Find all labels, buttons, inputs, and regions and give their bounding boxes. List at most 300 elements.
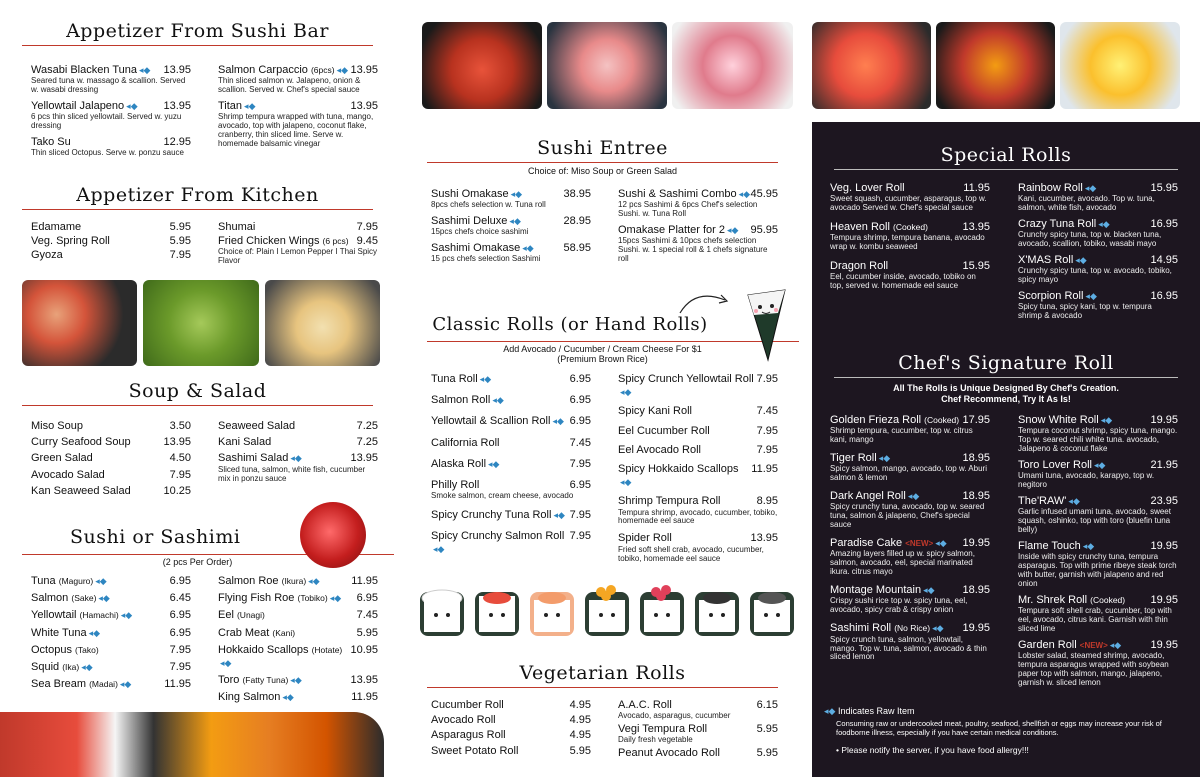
divider [22, 45, 373, 46]
menu-item [31, 609, 191, 622]
sushi-2 [475, 592, 519, 636]
fish-icon: ◂◆ [138, 65, 151, 75]
menu-item-row [31, 221, 191, 234]
menu-item [1018, 414, 1178, 454]
menu-item [31, 592, 191, 605]
menu-item [31, 249, 191, 262]
menu-item-price: 7.45 [756, 405, 778, 418]
menu-item-price: 19.95 [962, 622, 990, 635]
roll-photo-2 [547, 22, 667, 109]
menu-item-name: Veg. Lover Roll [830, 182, 905, 194]
cute-sushi-illustration [415, 582, 800, 642]
menu-item-name-wrap [618, 532, 672, 545]
menu-item-row [218, 674, 378, 687]
menu-item-name: Peanut Avocado Roll [618, 747, 720, 760]
roll-photo-4 [812, 22, 931, 109]
menu-item-name: White Tuna [31, 626, 87, 639]
fish-icon: ◂◆ [1075, 255, 1087, 266]
menu-item-price: 13.95 [163, 64, 191, 76]
menu-item-row [218, 436, 378, 449]
menu-item [830, 221, 990, 252]
menu-item-name-wrap [31, 235, 110, 248]
divider [427, 687, 778, 688]
menu-item-name: Eel Cucumber Roll [618, 424, 710, 437]
menu-item-name: Hokkaido Scallops [218, 643, 309, 656]
menu-item [431, 509, 591, 522]
menu-item-price: 6.95 [569, 394, 591, 407]
menu-item-price: 19.95 [1150, 639, 1178, 652]
menu-item-name: Spicy Crunch Yellowtail Roll [618, 373, 754, 385]
menu-item-desc: Choice of: Plain I Lemon Pepper I Thai Spicy Flavor [218, 247, 378, 266]
menu-item-name-wrap [830, 622, 944, 635]
menu-item-name: Toro Lover Roll [1018, 459, 1092, 472]
section-header [405, 137, 800, 163]
menu-item-name: X'MAS Roll [1018, 254, 1074, 267]
fish-icon: ◂◆ [522, 243, 534, 254]
gyoza-photo [265, 280, 380, 366]
menu-item [31, 469, 191, 482]
menu-item-price: 58.95 [563, 242, 591, 255]
menu-item-name-wrap [31, 592, 110, 605]
menu-item-name: Yellowtail & Scallion Roll [431, 415, 551, 428]
menu-item-row [218, 420, 378, 433]
menu-item-price: 5.95 [169, 221, 191, 233]
menu-item-name: Salmon Roll [431, 394, 491, 407]
menu-item [431, 373, 591, 386]
menu-item [218, 452, 378, 483]
menu-item [31, 452, 191, 465]
menu-item-qty: (Tako) [75, 644, 99, 655]
appetizer-kitchen-right [218, 221, 378, 267]
menu-item-name: Scorpion Roll [1018, 290, 1084, 303]
menu-item-name: A.A.C. Roll [618, 699, 672, 711]
sushi-sashimi-right [218, 575, 378, 709]
menu-item-name: Dark Angel Roll [830, 490, 906, 503]
menu-item-name-wrap [218, 691, 294, 704]
veg-rolls-left [431, 699, 591, 760]
sushi-6 [695, 592, 739, 636]
menu-item-qty: (Tobiko) [297, 593, 328, 604]
menu-item [830, 584, 990, 615]
menu-item-price: 7.95 [169, 249, 191, 262]
menu-item [1018, 639, 1178, 688]
menu-item [31, 64, 191, 95]
roll-photo-1 [422, 22, 542, 109]
menu-item-name: Montage Mountain [830, 584, 922, 597]
fish-icon: ◂◆ [738, 189, 751, 199]
menu-item-desc: Fried soft shell crab, avocado, cucumber, tobiko, homemade eel sauce [618, 544, 764, 563]
soup-salad-left [31, 420, 191, 501]
divider [22, 405, 373, 406]
menu-item-name-wrap [31, 575, 107, 588]
nigiri-photo [0, 712, 384, 777]
menu-item-name-wrap [431, 729, 506, 742]
menu-item-qty: (Unagi) [236, 610, 265, 621]
menu-item-name: Philly Roll [431, 478, 480, 491]
menu-item-price: 5.95 [756, 723, 778, 736]
menu-item-price: 13.95 [750, 532, 778, 545]
menu-item-row [618, 425, 778, 438]
menu-item-name: The'RAW' [1018, 495, 1067, 508]
menu-item-desc: Crunchy spicy tuna, top w. blacken tuna, avocado, scallion, tobiko, wasabi mayo [1018, 230, 1162, 249]
menu-item-price: 21.95 [1150, 459, 1178, 472]
menu-item-name-wrap [431, 745, 518, 758]
menu-item-price: 5.95 [356, 626, 378, 639]
sushi-entree-right [618, 188, 778, 269]
menu-item-desc: Avocado, asparagus, cucumber [618, 711, 731, 721]
menu-item-qty: (Hotate) [311, 644, 343, 655]
fish-icon: ◂◆ [290, 453, 302, 464]
menu-item-name: Shrimp Tempura Roll [618, 495, 721, 508]
menu-item-row [31, 235, 191, 248]
menu-item-desc: Kani, cucumber, avocado. Top w. tuna, salmon, white fish, avocado [1018, 194, 1155, 213]
menu-item-name: Sea Bream [31, 678, 87, 691]
new-badge: <NEW> [1079, 641, 1108, 651]
menu-item-desc: Amazing layers filled up w. spicy salmon, salmon, avocado, eel, special marinated ikura. citrus mayo [830, 549, 975, 577]
menu-item-name: Fried Chicken Wings [218, 235, 320, 248]
menu-item-price: 6.95 [569, 373, 591, 385]
menu-item-name-wrap [31, 452, 93, 465]
menu-item [431, 188, 591, 210]
menu-item [31, 644, 191, 657]
menu-item-qty: (No Rice) [894, 623, 931, 634]
menu-item [31, 627, 191, 640]
fish-icon: ◂◆ [935, 538, 947, 549]
menu-item [618, 405, 778, 418]
fish-icon: ◂◆ [290, 675, 302, 686]
menu-item-row [31, 609, 191, 622]
menu-item-desc: Shrimp tempura, cucumber, top w. citrus kani, mango [830, 426, 973, 445]
fish-icon: ◂◆ [220, 657, 232, 668]
menu-item-price: 7.95 [169, 643, 191, 656]
fish-icon: ◂◆ [1085, 291, 1097, 302]
menu-item [218, 592, 378, 605]
menu-item-price: 11.95 [351, 691, 378, 704]
section-header [812, 352, 1200, 378]
menu-item-name-wrap [218, 674, 302, 687]
menu-item-price: 45.95 [750, 188, 778, 200]
divider [834, 377, 1178, 378]
menu-item-name: Spicy Crunchy Salmon Roll [431, 530, 565, 543]
menu-item-desc: Eel, cucumber inside, avocado, tobiko on top, served w. homemade eel sauce [830, 272, 976, 291]
veg-rolls-right [618, 699, 778, 762]
menu-item [31, 436, 191, 449]
fish-icon: ◂◆ [336, 65, 349, 75]
fish-icon: ◂◆ [878, 453, 891, 464]
menu-item-row [31, 661, 191, 674]
menu-item [431, 479, 591, 501]
menu-item [830, 182, 990, 213]
menu-item-name: Miso Soup [31, 420, 83, 432]
panel-left [0, 0, 395, 777]
menu-item-name: Garden Roll [1018, 639, 1077, 652]
roll-photo-5 [936, 22, 1055, 109]
menu-item-name: Curry Seafood Soup [31, 436, 131, 449]
fish-icon: ◂◆ [907, 491, 920, 502]
menu-item-desc: Spicy salmon, mango, avocado, top w. Aburi salmon & lemon [830, 464, 987, 483]
menu-item-qty: (Ika) [62, 661, 80, 672]
menu-item-name: Edamame [31, 221, 82, 233]
menu-item [618, 188, 778, 219]
fish-icon: ◂◆ [1100, 415, 1113, 425]
menu-item-desc: Lobster salad, steamed shrimp, avocado, tempura asparagus wrapped with soybean paper top with salmon, mango, jalapeno, garnish w. sliced lemon [1018, 651, 1169, 688]
menu-item-name-wrap [218, 420, 295, 433]
menu-item-name: Sushi & Sashimi Combo [618, 188, 737, 200]
sushi-1 [420, 590, 464, 636]
fish-icon: ◂◆ [282, 692, 294, 703]
menu-item [218, 100, 378, 149]
menu-item [431, 458, 591, 471]
menu-item-price: 19.95 [1150, 594, 1178, 607]
menu-item-row [431, 458, 591, 471]
menu-item-price: 10.25 [163, 484, 191, 497]
menu-item-name: Paradise Cake [830, 537, 903, 550]
menu-item-row [31, 420, 191, 433]
menu-item [218, 436, 378, 449]
menu-item-name: Yellowtail Jalapeno [31, 100, 125, 113]
menu-item-price: 23.95 [1150, 495, 1178, 508]
menu-item-row [431, 509, 591, 522]
menu-item-row [218, 592, 378, 605]
menu-item-price: 19.95 [962, 537, 990, 550]
menu-item-name: Toro [218, 674, 240, 687]
menu-item-desc: Spicy crunch tuna, salmon, yellowtail, mango. Top w. tuna, salmon, avocado & thin sliced lemon [830, 634, 987, 662]
menu-item [1018, 182, 1178, 213]
menu-item-row [31, 592, 191, 605]
menu-item-name: Veg. Spring Roll [31, 235, 110, 248]
signature-note-2: Chef Recommend, Try It As Is! [941, 394, 1071, 404]
menu-item-desc: 15 pcs chefs selection Sashimi [431, 254, 541, 264]
section-title: Sushi or Sashimi [70, 526, 241, 548]
menu-item-name-wrap [218, 627, 295, 640]
menu-item-desc: Spicy tuna, spicy kani, top w. tempura shrimp & avocado [1018, 302, 1152, 321]
menu-item-name: Avocado Roll [431, 714, 496, 727]
menu-item-price: 18.95 [962, 490, 990, 503]
menu-item [31, 485, 191, 498]
menu-item-qty: (Cooked) [924, 415, 960, 425]
fish-icon: ◂◆ [492, 395, 504, 406]
menu-item [431, 530, 591, 556]
menu-item-name: Vegi Tempura Roll [618, 723, 708, 736]
menu-item [830, 414, 990, 445]
menu-item [431, 699, 591, 712]
allergy-note: • Please notify the server, if you have food allergy!!! [836, 745, 1029, 756]
menu-item-price: 4.95 [569, 729, 591, 742]
roll-photo-3 [672, 22, 793, 109]
menu-item-price: 6.95 [169, 626, 191, 639]
fish-icon: ◂◆ [1093, 460, 1106, 471]
fish-icon: ◂◆ [1109, 640, 1122, 651]
menu-item-price: 7.95 [169, 660, 191, 673]
menu-item-name-wrap [431, 699, 504, 712]
menu-item-name: Shumai [218, 221, 256, 233]
fish-icon: ◂◆ [509, 216, 521, 227]
menu-item [431, 437, 591, 450]
menu-item-name: Eel [218, 609, 234, 622]
menu-item-desc: Sliced tuna, salmon, white fish, cucumber mix in ponzu sauce [218, 464, 366, 483]
fish-icon: ◂◆ [1098, 219, 1110, 230]
fish-icon: ◂◆ [95, 576, 107, 586]
menu-item [618, 463, 778, 489]
menu-item [618, 373, 778, 399]
menu-item [31, 100, 191, 131]
section-title: Soup & Salad [128, 380, 267, 402]
fish-icon: ◂◆ [88, 627, 101, 638]
raw-legend: Indicates Raw Item [837, 706, 915, 716]
fish-icon: ◂◆ [510, 189, 523, 199]
fish-icon: ◂◆ [433, 544, 445, 555]
menu-item-name: Yellowtail [31, 609, 77, 622]
menu-item-desc: 8pcs chefs selection w. Tuna roll [431, 200, 546, 210]
menu-item-desc: Tempura soft shell crab, cucumber, top with eel, avocado, citrus kani. Garnish with thin sliced lime [1018, 606, 1172, 634]
section-header [0, 20, 395, 46]
menu-item-name: Eel Avocado Roll [618, 443, 701, 456]
menu-item [218, 221, 378, 234]
menu-item-qty: (6 pcs) [322, 236, 349, 247]
menu-item-price: 16.95 [1150, 290, 1178, 303]
menu-item [31, 221, 191, 234]
menu-item-price: 4.95 [569, 714, 591, 727]
menu-item-row [218, 609, 378, 622]
menu-item-name-wrap [431, 373, 491, 386]
menu-item-name: Sashimi Omakase [431, 242, 521, 255]
fish-icon: ◂◆ [932, 623, 944, 634]
menu-item-price: 7.25 [356, 420, 378, 432]
menu-item [431, 242, 591, 264]
menu-item-price: 19.95 [1150, 540, 1178, 553]
menu-item-name: Asparagus Roll [431, 729, 506, 742]
menu-item-name: Snow White Roll [1018, 414, 1099, 426]
menu-item-name-wrap [218, 609, 265, 622]
fish-icon: ◂◆ [824, 706, 836, 716]
menu-item-name-wrap [218, 436, 271, 449]
menu-item-row [31, 678, 191, 691]
menu-item-price: 12.95 [163, 136, 191, 149]
menu-item [1018, 495, 1178, 535]
menu-item-price: 95.95 [750, 224, 778, 237]
menu-item-price: 7.95 [756, 443, 778, 456]
menu-item-row [31, 469, 191, 482]
menu-item [618, 699, 778, 721]
fish-icon: ◂◆ [479, 374, 492, 384]
menu-item [218, 64, 378, 95]
menu-item [1018, 594, 1178, 634]
soup-salad-right [218, 420, 378, 486]
menu-item [618, 444, 778, 457]
fish-icon: ◂◆ [126, 101, 138, 112]
classic-note-2: (Premium Brown Rice) [557, 354, 648, 364]
menu-item-desc: Spicy crunchy tuna, avocado, top w. seared tuna, salmon & jalapeno, Chef's special sauce [830, 502, 985, 530]
menu-item-name-wrap [431, 437, 499, 450]
menu-item-row [431, 415, 591, 428]
special-rolls-left [830, 182, 990, 299]
menu-item-row [618, 495, 778, 508]
menu-item-price: 10.95 [350, 643, 378, 656]
menu-item-desc: Umami tuna, avocado, karapyo, top w. negitoro [1018, 471, 1155, 490]
menu-item-name-wrap [618, 373, 757, 399]
menu-item-desc: 15pcs chefs choice sashimi [431, 227, 529, 237]
sushi-sashimi-left [31, 575, 191, 695]
menu-item-desc: Crispy sushi rice top w. spicy tuna, eel, avocado, spicy crab & crispy onion [830, 596, 968, 615]
menu-item-row [431, 530, 591, 556]
signature-rolls-left [830, 414, 990, 669]
menu-item-name-wrap [31, 249, 63, 262]
menu-item-name-wrap [31, 609, 132, 622]
menu-item-name: Avocado Salad [31, 468, 105, 481]
menu-item-desc: Daily fresh vegetable [618, 735, 693, 745]
menu-item [218, 674, 378, 687]
menu-item-qty: (Ikura) [281, 576, 307, 586]
menu-item [830, 537, 990, 577]
sushi-note: (2 pcs Per Order) [162, 557, 233, 567]
menu-item-row [218, 691, 378, 704]
sushi-7 [750, 592, 794, 636]
menu-item-price: 7.95 [756, 424, 778, 437]
special-rolls-right [1018, 182, 1178, 326]
menu-item-name-wrap [618, 425, 710, 438]
menu-item-row [431, 729, 591, 742]
menu-item-price: 15.95 [1150, 182, 1178, 194]
menu-item-price: 8.95 [756, 495, 778, 508]
menu-item-name-wrap [31, 420, 83, 433]
menu-item-price: 14.95 [1150, 254, 1178, 267]
menu-item-name: Cucumber Roll [431, 699, 504, 711]
menu-item [618, 224, 778, 264]
menu-item-price: 13.95 [163, 436, 191, 449]
panel-middle [405, 0, 800, 777]
menu-item-name-wrap [218, 592, 341, 605]
menu-item-name-wrap [618, 747, 720, 760]
menu-item [431, 729, 591, 742]
menu-item-price: 4.95 [569, 699, 591, 711]
menu-item [31, 661, 191, 674]
classic-rolls-right [618, 373, 778, 570]
fish-icon: ◂◆ [727, 225, 739, 236]
menu-item-name: Omakase Platter for 2 [618, 224, 725, 237]
menu-item-name-wrap [31, 678, 131, 691]
menu-item [830, 490, 990, 530]
menu-item-qty: (Madai) [89, 679, 118, 690]
menu-item-qty: (Cooked) [892, 222, 928, 233]
section-header [0, 526, 300, 548]
fish-icon: ◂◆ [1068, 496, 1080, 507]
menu-item-name-wrap [31, 661, 93, 674]
divider [834, 169, 1178, 170]
menu-item-price: 13.95 [163, 100, 191, 113]
classic-rolls-left [431, 373, 591, 565]
section-header [405, 662, 800, 688]
menu-item [218, 575, 378, 588]
section-title: Classic Rolls (or Hand Rolls) [432, 314, 708, 335]
section-header [0, 380, 395, 406]
fish-icon: ◂◆ [552, 416, 564, 427]
appetizer-kitchen-left [31, 221, 191, 264]
menu-item-price: 6.95 [569, 478, 591, 491]
fish-icon: ◂◆ [1082, 541, 1095, 552]
menu-item-name: Kani Salad [218, 436, 272, 449]
menu-item [31, 235, 191, 248]
menu-item-desc: Sweet squash, cucumber, asparagus, top w. avocado Served w. Chef's special sauce [830, 194, 987, 213]
menu-item-desc: Tempura shrimp, tempura banana, avocado wrap w. kombu seaweed [830, 233, 985, 252]
fish-icon: ◂◆ [620, 477, 632, 488]
menu-item-price: 7.95 [169, 468, 191, 481]
menu-item-price: 18.95 [962, 452, 990, 465]
new-badge: <NEW> [905, 539, 934, 549]
menu-item-name: Mr. Shrek Roll [1018, 594, 1088, 607]
fish-icon: ◂◆ [553, 510, 565, 521]
menu-item-qty: (Hamachi) [79, 610, 119, 621]
menu-item [830, 260, 990, 291]
